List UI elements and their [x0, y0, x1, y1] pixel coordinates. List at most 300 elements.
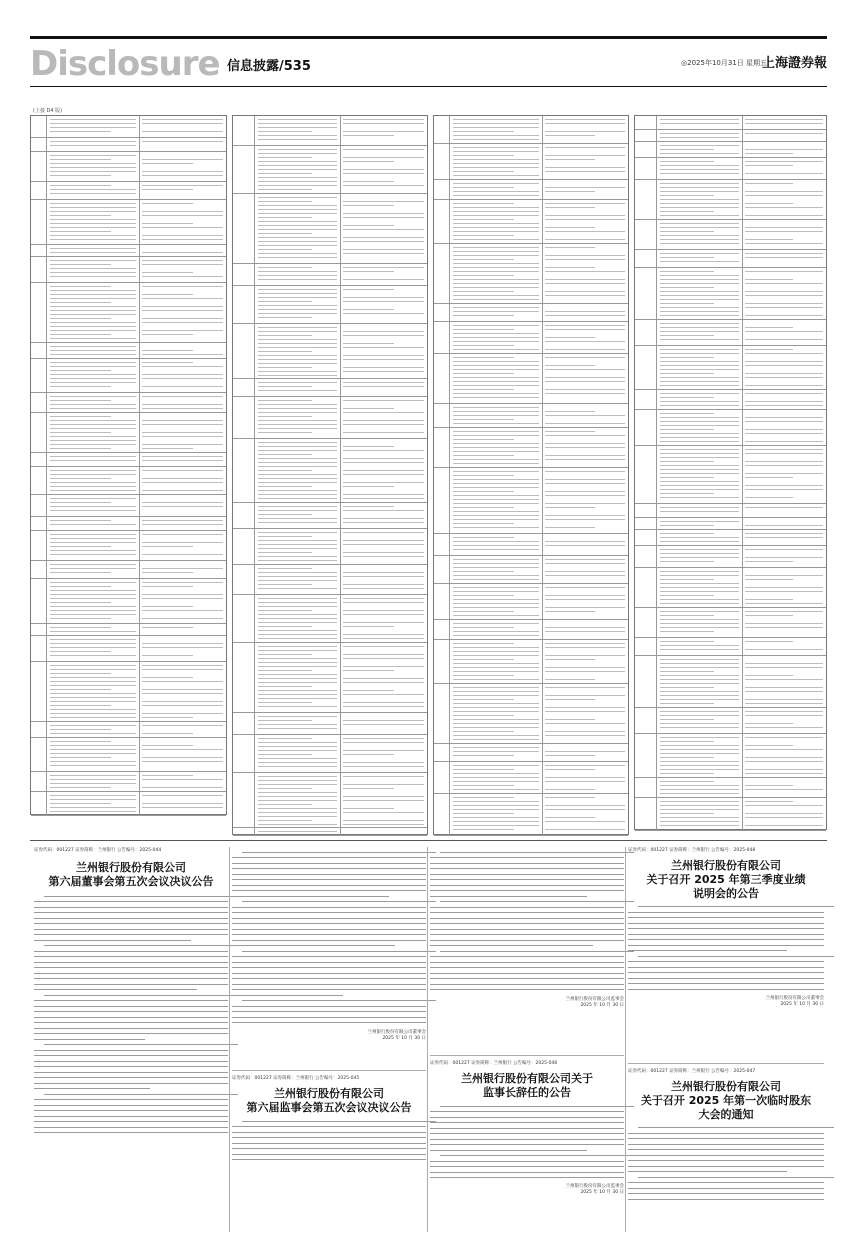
text-line: [745, 667, 823, 668]
table-cell: [434, 200, 450, 243]
text-line: [343, 450, 424, 451]
text-line: [453, 471, 539, 472]
text-line: [638, 1127, 834, 1128]
text-line: [34, 984, 228, 985]
text-line: [660, 153, 739, 154]
text-line: [453, 595, 514, 596]
text-line: [745, 615, 793, 616]
text-line: [142, 586, 193, 587]
text-line: [545, 291, 625, 292]
text-line: [142, 420, 223, 421]
text-line: [343, 598, 424, 599]
table-cell: [635, 346, 657, 389]
text-line: [34, 1088, 150, 1089]
text-line: [142, 432, 223, 433]
text-line: [545, 231, 625, 232]
text-line: [453, 723, 539, 724]
text-line: [343, 205, 394, 206]
text-line: [142, 669, 223, 670]
table-cell: [233, 286, 255, 323]
table-cell-divider: [742, 778, 743, 797]
table-cell-divider: [139, 722, 140, 737]
text-line: [50, 673, 111, 674]
text-line: [258, 666, 337, 667]
text-line: [453, 275, 514, 276]
text-line: [660, 571, 739, 572]
text-line: [258, 556, 337, 557]
text-line: [545, 247, 595, 248]
text-line: [50, 370, 111, 371]
text-line: [660, 235, 739, 236]
text-line: [660, 331, 739, 332]
text-line: [343, 658, 424, 659]
text-line: [430, 1122, 624, 1123]
text-line: [258, 197, 337, 198]
text-line: [258, 804, 312, 805]
text-line: [660, 385, 739, 386]
text-line: [430, 890, 624, 891]
table-row: [233, 503, 427, 529]
text-line: [660, 711, 739, 712]
text-line: [545, 519, 625, 520]
table-row: [233, 439, 427, 503]
text-line: [453, 357, 514, 358]
table-cell: [635, 504, 657, 517]
text-line: [660, 631, 714, 632]
text-line: [232, 967, 426, 968]
text-line: [34, 956, 228, 957]
text-line: [545, 455, 625, 456]
text-line: [545, 415, 625, 416]
text-line: [50, 366, 136, 367]
text-line: [50, 189, 136, 190]
text-line: [453, 635, 539, 636]
text-line: [258, 602, 337, 603]
text-line: [50, 765, 136, 766]
text-line: [628, 928, 824, 929]
text-line: [453, 163, 539, 164]
text-line: [34, 962, 228, 963]
text-line: [430, 967, 624, 968]
text-line: [453, 805, 539, 806]
table-cell: [434, 144, 450, 179]
text-line: [343, 382, 424, 383]
table-cell-divider: [742, 220, 743, 249]
text-line: [258, 634, 337, 635]
text-line: [232, 1022, 426, 1023]
table-cell-divider: [542, 404, 543, 427]
text-line: [343, 638, 424, 639]
text-line: [628, 1138, 824, 1139]
text-line: [142, 354, 223, 355]
text-line: [545, 695, 625, 696]
notice-signature: 兰州银行股份有限公司董事会: [765, 995, 824, 1001]
text-line: [343, 386, 424, 387]
text-line: [453, 171, 514, 172]
text-line: [142, 478, 223, 479]
text-line: [453, 365, 539, 366]
table-cell: [434, 620, 450, 639]
text-line: [745, 627, 823, 628]
masthead: [30, 41, 827, 85]
text-line: [660, 381, 739, 382]
text-line: [142, 554, 223, 555]
text-line: [34, 1066, 228, 1067]
table-cell: [434, 684, 450, 743]
text-line: [258, 185, 337, 186]
text-line: [628, 1193, 824, 1194]
table-cell: [31, 561, 47, 578]
text-line: [453, 715, 514, 716]
text-line: [440, 901, 634, 902]
table-row: [434, 144, 628, 180]
top-rule: [30, 36, 827, 39]
text-line: [50, 470, 136, 471]
table-row: [233, 379, 427, 397]
text-line: [50, 175, 111, 176]
text-line: [430, 907, 624, 908]
text-line: [453, 519, 539, 520]
text-line: [745, 195, 823, 196]
text-line: [453, 349, 539, 350]
table-row: [635, 410, 826, 446]
text-line: [660, 449, 739, 450]
text-line: [34, 1105, 228, 1106]
table-cell: [434, 354, 450, 403]
text-line: [258, 518, 337, 519]
table-cell-divider: [542, 354, 543, 403]
text-line: [745, 497, 793, 498]
text-line: [258, 289, 337, 290]
table-cell-divider: [340, 379, 341, 396]
text-line: [34, 1099, 228, 1100]
text-line: [453, 255, 539, 256]
text-line: [628, 1182, 824, 1183]
table-cell-divider: [742, 518, 743, 529]
table-row: [635, 446, 826, 504]
text-line: [453, 183, 539, 184]
text-line: [453, 341, 539, 342]
text-line: [660, 575, 739, 576]
text-line: [258, 301, 312, 302]
notice-supervisor-resignation: [430, 1060, 624, 1195]
text-line: [453, 541, 539, 542]
text-line: [453, 507, 514, 508]
table-row: [434, 534, 628, 556]
notice-egm: [628, 1068, 824, 1204]
text-line: [453, 311, 539, 312]
text-line: [545, 393, 625, 394]
text-line: [453, 607, 539, 608]
text-line: [50, 582, 136, 583]
text-line: [50, 235, 136, 236]
text-line: [258, 560, 337, 561]
text-line: [50, 542, 136, 543]
text-line: [34, 901, 228, 902]
text-line: [50, 524, 136, 525]
text-line: [453, 821, 539, 822]
table-cell-divider: [139, 182, 140, 199]
text-line: [343, 808, 394, 809]
text-line: [453, 579, 539, 580]
text-line: [660, 215, 739, 216]
text-line: [258, 540, 337, 541]
table-row: [635, 734, 826, 778]
text-line: [453, 817, 539, 818]
text-line: [142, 404, 223, 405]
text-line: [343, 518, 424, 519]
table-cell: [233, 595, 255, 642]
text-line: [343, 267, 424, 268]
text-line: [453, 659, 514, 660]
text-line: [453, 599, 539, 600]
text-line: [50, 382, 136, 383]
text-line: [50, 807, 136, 808]
text-line: [50, 729, 111, 730]
text-line: [660, 339, 739, 340]
text-line: [50, 761, 136, 762]
text-line: [50, 614, 136, 615]
text-line: [545, 215, 625, 216]
text-line: [343, 297, 424, 298]
text-line: [440, 1155, 634, 1156]
notice-board-resolution: [34, 847, 228, 1138]
table-row: [434, 304, 628, 322]
text-line: [430, 934, 624, 935]
column-separator: [229, 847, 230, 1232]
text-line: [660, 749, 739, 750]
text-line: [258, 831, 337, 832]
text-line: [258, 267, 312, 268]
text-line: [50, 163, 136, 164]
text-line: [258, 470, 312, 471]
text-line: [628, 1149, 824, 1150]
text-line: [142, 163, 193, 164]
table-cell-divider: [742, 638, 743, 655]
text-line: [453, 263, 539, 264]
text-line: [453, 203, 514, 204]
table-cell: [233, 565, 255, 594]
text-line: [50, 416, 111, 417]
text-line: [545, 735, 625, 736]
text-line: [660, 561, 714, 562]
text-line: [745, 675, 793, 676]
text-line: [142, 582, 223, 583]
table-row: [635, 546, 826, 568]
table-cell: [635, 734, 657, 777]
text-line: [142, 330, 223, 331]
text-line: [545, 447, 625, 448]
text-line: [258, 327, 337, 328]
text-line: [50, 330, 136, 331]
text-line: [50, 572, 111, 573]
text-line: [50, 594, 136, 595]
text-line: [142, 677, 193, 678]
text-line: [258, 335, 312, 336]
table-row: [434, 200, 628, 244]
text-line: [660, 149, 714, 150]
text-line: [343, 666, 424, 667]
text-line: [660, 413, 714, 414]
text-line: [258, 351, 312, 352]
text-line: [430, 874, 624, 875]
text-line: [50, 482, 136, 483]
text-line: [343, 482, 424, 483]
text-line: [50, 709, 136, 710]
table-cell: [434, 468, 450, 533]
table-cell: [233, 773, 255, 827]
text-line: [50, 248, 136, 249]
text-line: [453, 239, 539, 240]
text-line: [545, 283, 625, 284]
text-line: [660, 183, 739, 184]
text-line: [232, 973, 426, 974]
notice-body: [430, 852, 624, 991]
table-cell-divider: [139, 116, 140, 137]
text-line: [453, 329, 514, 330]
table-row: [434, 584, 628, 620]
table-cell: [635, 142, 657, 157]
text-line: [343, 678, 424, 679]
text-line: [545, 755, 595, 756]
table-cell: [434, 640, 450, 683]
text-line: [545, 381, 625, 382]
table-cell: [635, 708, 657, 733]
text-line: [453, 627, 514, 628]
text-line: [343, 229, 424, 230]
table-row: [635, 608, 826, 638]
text-line: [453, 299, 539, 300]
text-line: [258, 598, 337, 599]
text-line: [545, 135, 595, 136]
text-line: [258, 408, 337, 409]
text-line: [545, 545, 625, 546]
notice-date: 2025 年 10 月 30 日: [780, 1001, 824, 1007]
text-line: [44, 945, 238, 946]
table-row: [434, 428, 628, 468]
text-line: [628, 939, 824, 940]
text-line: [430, 929, 624, 930]
text-line: [745, 227, 823, 228]
text-line: [50, 639, 136, 640]
text-line: [745, 711, 823, 712]
text-line: [430, 857, 624, 858]
table-cell-divider: [742, 390, 743, 409]
table-cell: [233, 194, 255, 263]
text-line: [232, 956, 426, 957]
table-row: [635, 530, 826, 546]
text-line: [660, 437, 739, 438]
text-line: [660, 303, 714, 304]
text-line: [343, 588, 424, 589]
table-row: [31, 636, 226, 662]
text-line: [343, 181, 394, 182]
text-line: [343, 532, 424, 533]
text-line: [745, 687, 823, 688]
text-line: [258, 482, 337, 483]
table-cell: [31, 579, 47, 623]
text-line: [50, 474, 136, 475]
text-line: [545, 479, 625, 480]
text-line: [258, 706, 337, 707]
text-line: [545, 119, 625, 120]
notice-signature: 兰州银行股份有限公司监事会: [565, 1184, 624, 1189]
notice-title-line3: 大会的通知: [698, 1107, 754, 1121]
text-line: [638, 956, 834, 957]
text-line: [453, 155, 514, 156]
text-line: [258, 702, 312, 703]
text-line: [142, 665, 223, 666]
table-row: [434, 762, 628, 794]
text-line: [142, 264, 223, 265]
text-line: [660, 315, 739, 316]
text-line: [50, 354, 136, 355]
text-line: [258, 400, 312, 401]
text-line: [660, 173, 739, 174]
text-line: [343, 602, 424, 603]
text-line: [545, 341, 625, 342]
notice-title-line2: 第六届董事会第五次会议决议公告: [48, 874, 214, 888]
text-line: [50, 286, 111, 287]
text-line: [430, 1128, 624, 1129]
text-line: [745, 353, 823, 354]
text-line: [453, 691, 539, 692]
text-line: [142, 159, 223, 160]
notice-title-line1: 兰州银行股份有限公司: [671, 1080, 781, 1093]
text-line: [660, 227, 739, 228]
table-cell: [434, 180, 450, 199]
text-line: [258, 658, 337, 659]
text-line: [258, 746, 337, 747]
text-line: [34, 929, 228, 930]
text-line: [545, 631, 625, 632]
table-cell: [233, 439, 255, 502]
text-line: [50, 227, 136, 228]
text-line: [232, 923, 426, 924]
text-line: [50, 586, 111, 587]
text-line: [142, 594, 223, 595]
text-line: [745, 737, 823, 738]
text-line: [258, 474, 337, 475]
text-line: [258, 796, 337, 797]
text-line: [745, 279, 793, 280]
text-line: [258, 416, 312, 417]
text-line: [545, 655, 625, 656]
table-row: [233, 735, 427, 773]
text-line: [660, 753, 739, 754]
text-line: [343, 544, 424, 545]
text-line: [453, 667, 539, 668]
text-line: [660, 703, 714, 704]
text-line: [258, 584, 312, 585]
text-line: [545, 503, 625, 504]
table-row: [434, 354, 628, 404]
text-line: [258, 371, 337, 372]
text-line: [745, 165, 793, 166]
text-line: [660, 659, 739, 660]
text-line: [258, 458, 337, 459]
text-line: [258, 339, 337, 340]
text-line: [545, 279, 625, 280]
text-line: [660, 583, 739, 584]
text-line: [142, 803, 223, 804]
table-cell: [635, 656, 657, 707]
text-line: [545, 659, 595, 660]
text-line: [343, 776, 424, 777]
text-line: [258, 317, 312, 318]
text-line: [745, 393, 823, 394]
text-line: [745, 203, 793, 204]
